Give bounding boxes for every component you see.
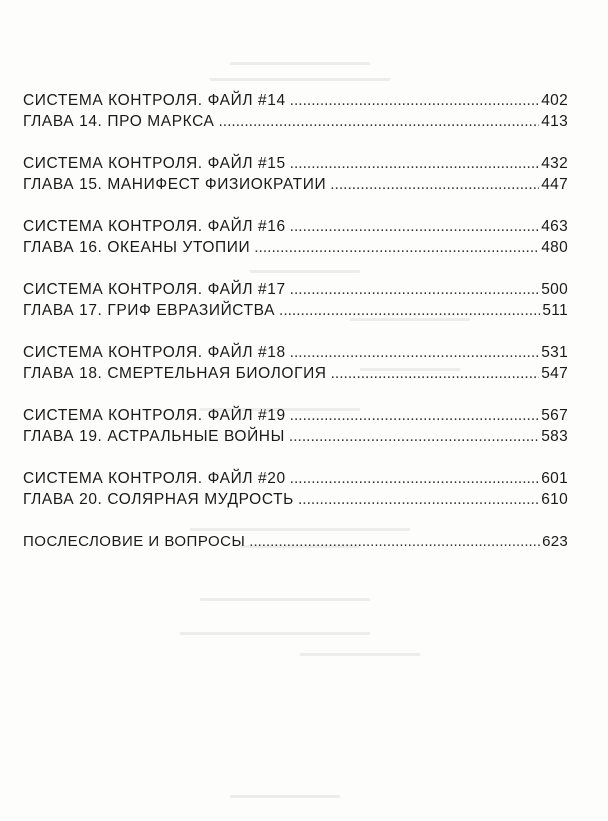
toc-entry-page: 463 bbox=[541, 218, 568, 235]
toc-entry-page: 511 bbox=[542, 302, 568, 319]
toc-entry-page: 480 bbox=[541, 239, 568, 256]
toc-group-file-16 bbox=[23, 217, 568, 258]
toc-entry-page: 531 bbox=[541, 344, 568, 361]
table-of-contents bbox=[23, 91, 568, 574]
toc-entry-page: 413 bbox=[541, 113, 568, 130]
toc-entry bbox=[23, 301, 568, 321]
toc-leader-dots bbox=[290, 343, 540, 363]
toc-entry-title: ГЛАВА 20. СОЛЯРНАЯ МУДРОСТЬ bbox=[23, 491, 294, 508]
toc-group-file-20 bbox=[23, 469, 568, 510]
toc-group-file-15 bbox=[23, 154, 568, 195]
toc-entry-title: СИСТЕМА КОНТРОЛЯ. ФАЙЛ #19 bbox=[23, 407, 286, 424]
toc-entry-page: 432 bbox=[541, 155, 568, 172]
toc-entry-title: СИСТЕМА КОНТРОЛЯ. ФАЙЛ #17 bbox=[23, 281, 286, 298]
toc-entry-page: 567 bbox=[541, 407, 568, 424]
toc-leader-dots bbox=[279, 301, 540, 321]
toc-entry-page: 500 bbox=[541, 281, 568, 298]
toc-leader-dots bbox=[290, 406, 540, 426]
toc-leader-dots bbox=[289, 427, 539, 447]
toc-leader-dots bbox=[330, 175, 539, 195]
toc-entry-title: СИСТЕМА КОНТРОЛЯ. ФАЙЛ #15 bbox=[23, 155, 286, 172]
toc-entry-title: ГЛАВА 17. ГРИФ ЕВРАЗИЙСТВА bbox=[23, 302, 276, 319]
toc-entry bbox=[23, 364, 568, 384]
toc-leader-dots bbox=[249, 532, 540, 552]
toc-group-file-14 bbox=[23, 91, 568, 132]
toc-group-file-19 bbox=[23, 406, 568, 447]
toc-entry bbox=[23, 154, 568, 174]
toc-entry-page: 601 bbox=[541, 470, 568, 487]
toc-entry-page: 402 bbox=[541, 92, 568, 109]
toc-entry-title: ГЛАВА 15. МАНИФЕСТ ФИЗИОКРАТИИ bbox=[23, 176, 327, 193]
toc-leader-dots bbox=[290, 91, 540, 111]
toc-entry-title: ГЛАВА 16. ОКЕАНЫ УТОПИИ bbox=[23, 239, 251, 256]
toc-entry bbox=[23, 175, 568, 195]
toc-entry-title: СИСТЕМА КОНТРОЛЯ. ФАЙЛ #18 bbox=[23, 344, 286, 361]
toc-entry bbox=[23, 91, 568, 111]
toc-entry bbox=[23, 238, 568, 258]
toc-entry-title: СИСТЕМА КОНТРОЛЯ. ФАЙЛ #14 bbox=[23, 92, 286, 109]
toc-leader-dots bbox=[290, 469, 540, 489]
toc-entry-page: 610 bbox=[541, 491, 568, 508]
toc-group-file-17 bbox=[23, 280, 568, 321]
toc-group-file-18 bbox=[23, 343, 568, 384]
toc-entry-afterword bbox=[23, 532, 568, 552]
toc-leader-dots bbox=[331, 364, 540, 384]
toc-entry-title: ГЛАВА 18. СМЕРТЕЛЬНАЯ БИОЛОГИЯ bbox=[23, 365, 327, 382]
toc-entry-title: СИСТЕМА КОНТРОЛЯ. ФАЙЛ #20 bbox=[23, 470, 286, 487]
toc-entry-title: ГЛАВА 19. АСТРАЛЬНЫЕ ВОЙНЫ bbox=[23, 428, 285, 445]
toc-entry-page: 447 bbox=[541, 176, 568, 193]
toc-entry bbox=[23, 280, 568, 300]
toc-entry bbox=[23, 469, 568, 489]
toc-entry bbox=[23, 427, 568, 447]
toc-entry bbox=[23, 217, 568, 237]
toc-entry-title: ПОСЛЕСЛОВИЕ И ВОПРОСЫ bbox=[23, 533, 246, 550]
toc-leader-dots bbox=[290, 280, 540, 300]
toc-leader-dots bbox=[219, 112, 540, 132]
toc-entry-title: ГЛАВА 14. ПРО МАРКСА bbox=[23, 113, 215, 130]
toc-entry-page: 547 bbox=[541, 365, 568, 382]
toc-leader-dots bbox=[290, 217, 540, 237]
toc-group-afterword bbox=[23, 532, 568, 552]
toc-entry-page: 623 bbox=[542, 533, 568, 550]
toc-entry bbox=[23, 112, 568, 132]
toc-entry bbox=[23, 490, 568, 510]
toc-entry-page: 583 bbox=[541, 428, 568, 445]
toc-entry bbox=[23, 343, 568, 363]
toc-entry bbox=[23, 406, 568, 426]
toc-leader-dots bbox=[290, 154, 540, 174]
toc-entry-title: СИСТЕМА КОНТРОЛЯ. ФАЙЛ #16 bbox=[23, 218, 286, 235]
toc-leader-dots bbox=[298, 490, 539, 510]
toc-leader-dots bbox=[254, 238, 539, 258]
